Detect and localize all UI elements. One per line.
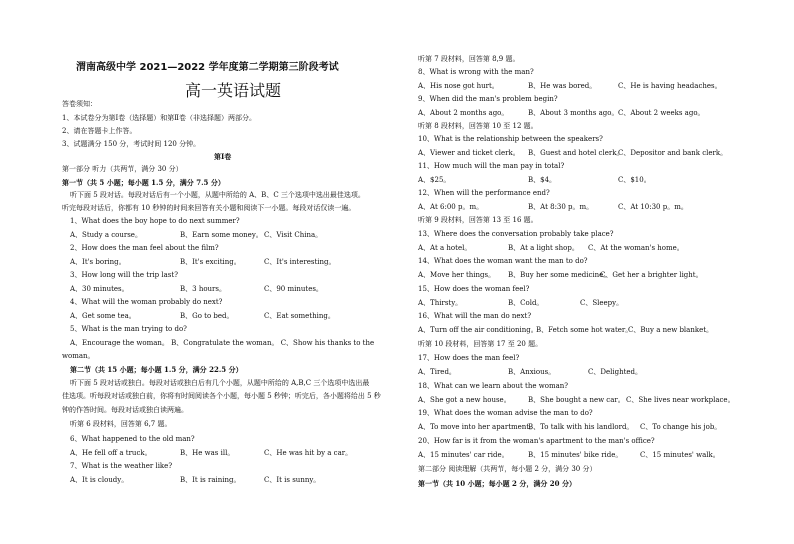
q17-option-a: A、Tired。 <box>418 368 456 376</box>
q13-option-c: C、At the woman's home。 <box>588 244 684 252</box>
q5-options-cont: woman。 <box>62 352 95 360</box>
q20-option-a: A、15 minutes' car ride。 <box>418 451 509 459</box>
section2-heading: 第二节（共 15 小题；每小题 1.5 分，满分 22.5 分） <box>70 365 243 374</box>
q18-option-b: B、She bought a new car。 <box>528 396 625 404</box>
q7-option-b: B、It is raining。 <box>180 476 241 484</box>
q3-option-b: B、3 hours。 <box>180 285 226 293</box>
section1-heading: 第一节（共 5 小题；每小题 1.5 分，满分 7.5 分） <box>62 178 225 187</box>
q19-option-a: A、To move into her apartment。 <box>418 423 537 431</box>
question-16: 16、What will the man do next? <box>418 312 532 320</box>
q4-option-c: C、Eat something。 <box>264 312 335 320</box>
q19-option-c: C、To change his job。 <box>640 423 722 431</box>
section1-instruction-2: 听完每段对话后，你都有 10 秒钟的时间来回答有关小题和阅读下一小题。每段对话仅读一遍。 <box>62 204 356 212</box>
q15-option-c: C、Sleepy。 <box>580 299 624 307</box>
question-4: 4、What will the woman probably do next? <box>70 298 223 306</box>
question-8: 8、What is wrong with the man? <box>418 68 534 76</box>
question-10: 10、What is the relationship between the speakers? <box>418 135 603 143</box>
q20-option-b: B、15 minutes' bike ride。 <box>528 451 623 459</box>
q9-option-b: B、About 3 months ago。 <box>528 109 619 117</box>
section2-instruction-1: 听下面 5 段对话或独白。每段对话或独白后有几个小题，从题中所给的 A,B,C 三个选项中选出最 <box>70 379 370 387</box>
q6-option-c: C、He was hit by a car。 <box>264 449 353 457</box>
q9-option-a: A、About 2 months ago。 <box>418 109 509 117</box>
exam-subtitle: 高一英语试题 <box>185 81 282 100</box>
q19-option-b: B、To talk with his landlord。 <box>528 423 634 431</box>
question-7: 7、What is the weather like? <box>70 462 173 470</box>
notice-2: 2、请在答题卡上作答。 <box>62 127 137 135</box>
q8-option-b: B、He was bored。 <box>528 82 597 90</box>
q5-options: A、Encourage the woman。 B、Congratulate the woman。 C、Show his thanks to the <box>70 339 375 347</box>
q12-option-c: C、At 10:30 p。m。 <box>618 203 688 211</box>
q14-option-b: B、Buy her some medicine。 <box>508 271 611 279</box>
q18-option-c: C、She lives near workplace。 <box>626 396 735 404</box>
q18-option-a: A、She got a new house。 <box>418 396 511 404</box>
q14-option-a: A、Move her things。 <box>418 271 496 279</box>
question-19: 19、What does the woman advise the man to do? <box>418 409 593 417</box>
q6-option-b: B、He was ill。 <box>180 449 235 457</box>
q15-option-b: B、Cold。 <box>508 299 544 307</box>
q1-option-c: C、Visit China。 <box>264 231 323 239</box>
part2-section1-heading: 第一节（共 10 小题；每小题 2 分，满分 20 分） <box>418 479 576 488</box>
question-1: 1、What does the boy hope to do next summer? <box>70 217 240 225</box>
q1-option-b: B、Earn some money。 <box>180 231 263 239</box>
q11-option-a: A、$25。 <box>418 176 451 184</box>
notice-heading: 答卷须知： <box>62 100 97 108</box>
q13-option-b: B、At a light shop。 <box>508 244 579 252</box>
volume-heading: 第Ⅰ卷 <box>214 152 232 161</box>
q8-option-a: A、His nose got hurt。 <box>418 82 499 90</box>
q10-option-b: B、Guest and hotel clerk。 <box>528 149 624 157</box>
q3-option-c: C、90 minutes。 <box>264 285 323 293</box>
section1-instruction-1: 听下面 5 段对话。每段对话后有一个小题，从题中所给的 A、B、C 三个选项中选出最佳选项。 <box>70 191 365 199</box>
q12-option-b: B、At 8:30 p。m。 <box>528 203 594 211</box>
q2-option-c: C、It's interesting。 <box>264 258 336 266</box>
q11-option-b: B、$4。 <box>528 176 557 184</box>
q15-option-a: A、Thirsty。 <box>418 299 463 307</box>
q17-option-b: B、Anxious。 <box>508 368 556 376</box>
question-13: 13、Where does the conversation probably take place? <box>418 230 614 238</box>
part1-heading: 第一部分 听力（共两节，满分 30 分） <box>62 165 183 173</box>
q16-option-c: C、Buy a new blanket。 <box>628 326 714 334</box>
q2-option-a: A、It's boring。 <box>70 258 126 266</box>
listen-9-heading: 听第 9 段材料，回答第 13 至 16 题。 <box>418 216 538 224</box>
q4-option-a: A、Get some tea。 <box>70 312 136 320</box>
question-18: 18、What can we learn about the woman? <box>418 382 569 390</box>
q8-option-c: C、He is having headaches。 <box>618 82 722 90</box>
q4-option-b: B、Go to bed。 <box>180 312 234 320</box>
notice-1: 1、本试卷分为第Ⅰ卷（选择题）和第Ⅱ卷（非选择题）两部分。 <box>62 114 256 122</box>
question-9: 9、When did the man's problem begin? <box>418 95 558 103</box>
q1-option-a: A、Study a course。 <box>70 231 142 239</box>
q14-option-c: C、Get her a brighter light。 <box>600 271 703 279</box>
q3-option-a: A、30 minutes。 <box>70 285 129 293</box>
question-2: 2、How does the man feel about the film? <box>70 244 219 252</box>
listen-6-heading: 听第 6 段材料，回答第 6,7 题。 <box>70 420 172 428</box>
question-12: 12、When will the performance end? <box>418 189 550 197</box>
exam-title: 渭南高级中学 2021—2022 学年度第二学期第三阶段考试 <box>76 62 339 73</box>
q17-option-c: C、Delighted。 <box>588 368 643 376</box>
question-15: 15、How does the woman feel? <box>418 285 530 293</box>
section2-instruction-2: 佳选项。听每段对话或独白前，你将有时间阅读各个小题，每小题 5 秒钟；听完后，各小题将给出 5 秒 <box>62 392 381 400</box>
notice-3: 3、试题满分 150 分，考试时间 120 分钟。 <box>62 140 201 148</box>
question-14: 14、What does the woman want the man to do? <box>418 257 588 265</box>
q12-option-a: A、At 6:00 p。m。 <box>418 203 484 211</box>
q20-option-c: C、15 minutes' walk。 <box>640 451 720 459</box>
listen-10-heading: 听第 10 段材料，回答第 17 至 20 题。 <box>418 340 543 348</box>
q16-option-a: A、Turn off the air conditioning。 <box>418 326 538 334</box>
question-11: 11、How much will the man pay in total? <box>418 162 565 170</box>
q7-option-c: C、It is sunny。 <box>264 476 321 484</box>
q7-option-a: A、It is cloudy。 <box>70 476 129 484</box>
q6-option-a: A、He fell off a truck。 <box>70 449 152 457</box>
question-6: 6、What happened to the old man? <box>70 435 195 443</box>
question-20: 20、How far is it from the woman's apartment to the man's office? <box>418 437 655 445</box>
part2-heading: 第二部分 阅读理解（共两节，每小题 2 分，满分 30 分） <box>418 465 597 473</box>
q10-option-c: C、Depositor and bank clerk。 <box>618 149 728 157</box>
q11-option-c: C、$10。 <box>618 176 651 184</box>
section2-instruction-3: 钟的作答时间。每段对话或独白读两遍。 <box>62 406 188 414</box>
question-5: 5、What is the man trying to do? <box>70 325 187 333</box>
listen-8-heading: 听第 8 段材料，回答第 10 至 12 题。 <box>418 122 538 130</box>
q16-option-b: B、Fetch some hot water。 <box>536 326 633 334</box>
question-17: 17、How does the man feel? <box>418 354 520 362</box>
q13-option-a: A、At a hotel。 <box>418 244 472 252</box>
q10-option-a: A、Viewer and ticket clerk。 <box>418 149 520 157</box>
q9-option-c: C、About 2 weeks ago。 <box>618 109 705 117</box>
question-3: 3、How long will the trip last? <box>70 271 178 279</box>
q2-option-b: B、It's exciting。 <box>180 258 241 266</box>
listen-7-heading: 听第 7 段材料，回答第 8,9 题。 <box>418 55 520 63</box>
